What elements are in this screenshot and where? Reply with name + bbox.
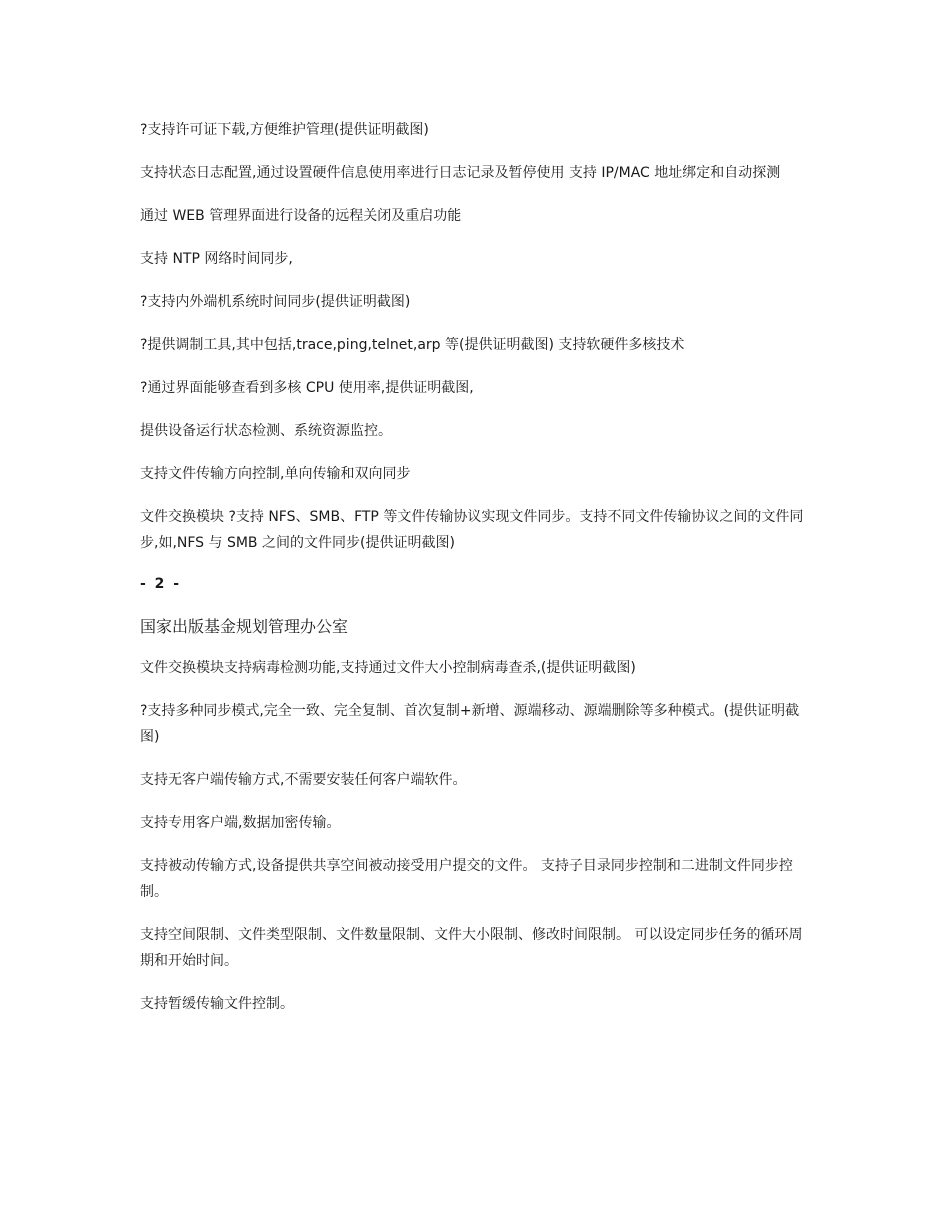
paragraph-passive-transfer: 支持被动传输方式,设备提供共享空间被动接受用户提交的文件。 支持子目录同步控制和二进制文件同步控制。 [140,858,793,900]
paragraph-status-log: 支持状态日志配置,通过设置硬件信息使用率进行日志记录及暂停使用 支持 IP/MAC 地址绑定和自动探测 [140,165,781,181]
paragraph-cpu-usage: ?通过界面能够查看到多核 CPU 使用率,提供证明截图, [140,380,474,396]
paragraph-web-management: 通过 WEB 管理界面进行设备的远程关闭及重启功能 [140,208,462,224]
paragraph-dedicated-client: 支持专用客户端,数据加密传输。 [140,815,341,831]
page-header-title: 国家出版基金规划管理办公室 [140,617,349,636]
paragraph-time-sync: ?支持内外端机系统时间同步(提供证明截图) [140,294,411,310]
paragraph-limits: 支持空间限制、文件类型限制、文件数量限制、文件大小限制、修改时间限制。 可以设定同步任务的循环周期和开始时间。 [140,927,803,969]
paragraph-pause-transfer: 支持暂缓传输文件控制。 [140,996,294,1012]
paragraph-ntp-sync: 支持 NTP 网络时间同步, [140,251,293,267]
paragraph-transfer-direction: 支持文件传输方向控制,单向传输和双向同步 [140,466,411,482]
page-number: - 2 - [140,576,182,592]
paragraph-license-download: ?支持许可证下载,方便维护管理(提供证明截图) [140,122,429,138]
paragraph-debug-tools: ?提供调制工具,其中包括,trace,ping,telnet,arp 等(提供证明截图) 支持软硬件多核技术 [140,337,685,353]
paragraph-status-monitor: 提供设备运行状态检测、系统资源监控。 [140,423,392,439]
paragraph-virus-detection: 文件交换模块支持病毒检测功能,支持通过文件大小控制病毒查杀,(提供证明截图) [140,660,636,676]
paragraph-sync-modes: ?支持多种同步模式,完全一致、完全复制、首次复制+新增、源端移动、源端删除等多种模式。(提供证明截图) [140,703,800,745]
paragraph-clientless-transfer: 支持无客户端传输方式,不需要安装任何客户端软件。 [140,772,467,788]
document-body [140,117,815,1034]
paragraph-file-exchange-protocols: 文件交换模块 ?支持 NFS、SMB、FTP 等文件传输协议实现文件同步。支持不同文件传输协议之间的文件同步,如,NFS 与 SMB 之间的文件同步(提供证明截图) [140,509,804,551]
